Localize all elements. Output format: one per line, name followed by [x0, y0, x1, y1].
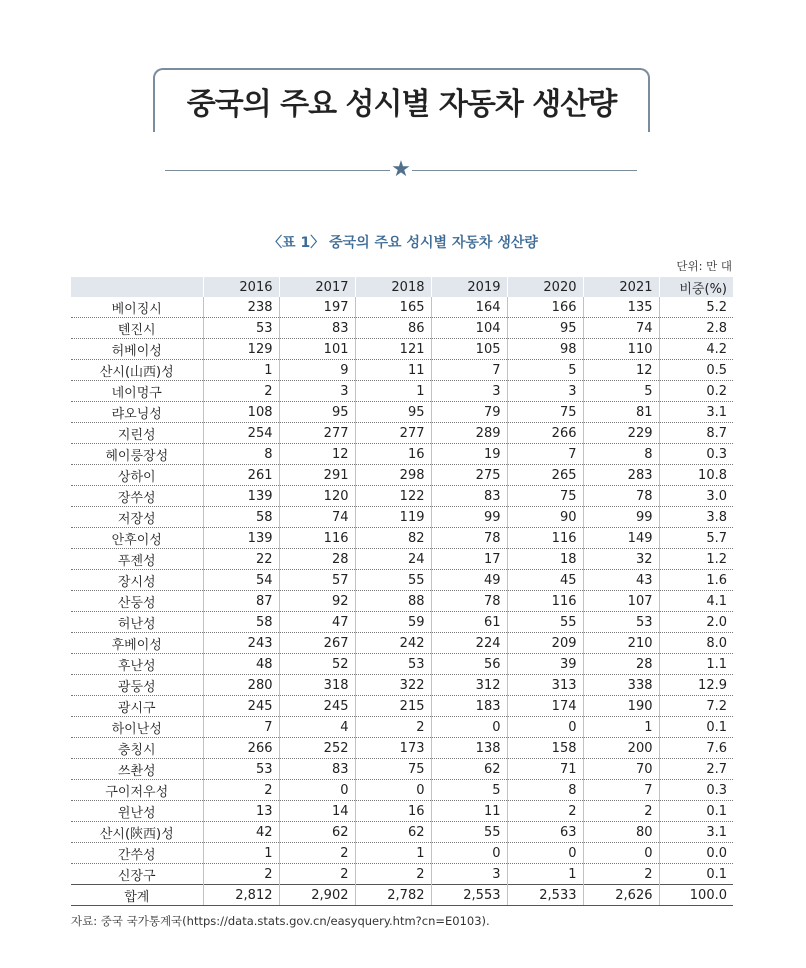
header-cell: 2019: [431, 277, 507, 297]
value-cell: 7: [507, 444, 583, 465]
value-cell: 78: [431, 528, 507, 549]
value-cell: 4.1: [659, 591, 733, 612]
value-cell: 7: [203, 717, 279, 738]
value-cell: 1: [203, 360, 279, 381]
value-cell: 2: [279, 864, 355, 885]
value-cell: 82: [355, 528, 431, 549]
source-note: 자료: 중국 국가통계국(https://data.stats.gov.cn/easyquery.htm?cn=E0103).: [71, 914, 490, 928]
value-cell: 2,553: [431, 885, 507, 906]
value-cell: 2: [355, 717, 431, 738]
region-cell: 상하이: [71, 465, 203, 486]
region-cell: 장쑤성: [71, 486, 203, 507]
value-cell: 2: [203, 381, 279, 402]
table-row: [71, 423, 733, 444]
value-cell: 245: [279, 696, 355, 717]
value-cell: 318: [279, 675, 355, 696]
value-cell: 78: [431, 591, 507, 612]
value-cell: 243: [203, 633, 279, 654]
value-cell: 1.2: [659, 549, 733, 570]
table-row: [71, 801, 733, 822]
region-cell: 간쑤성: [71, 843, 203, 864]
value-cell: 0.0: [659, 843, 733, 864]
value-cell: 0.3: [659, 444, 733, 465]
value-cell: 11: [431, 801, 507, 822]
value-cell: 149: [583, 528, 659, 549]
value-cell: 28: [583, 654, 659, 675]
region-cell: 광둥성: [71, 675, 203, 696]
value-cell: 55: [355, 570, 431, 591]
value-cell: 83: [279, 759, 355, 780]
table-row: [71, 570, 733, 591]
region-cell: 헤이룽장성: [71, 444, 203, 465]
value-cell: 3: [279, 381, 355, 402]
value-cell: 254: [203, 423, 279, 444]
value-cell: 7: [583, 780, 659, 801]
value-cell: 110: [583, 339, 659, 360]
value-cell: 166: [507, 297, 583, 318]
value-cell: 59: [355, 612, 431, 633]
value-cell: 275: [431, 465, 507, 486]
table-row: [71, 591, 733, 612]
page-title: 중국의 주요 성시별 자동차 생산량: [186, 87, 617, 122]
value-cell: 289: [431, 423, 507, 444]
value-cell: 129: [203, 339, 279, 360]
value-cell: 2: [507, 801, 583, 822]
value-cell: 224: [431, 633, 507, 654]
table-row: [71, 654, 733, 675]
table-body: [71, 297, 733, 906]
value-cell: 104: [431, 318, 507, 339]
value-cell: 139: [203, 486, 279, 507]
value-cell: 229: [583, 423, 659, 444]
region-cell: 후베이성: [71, 633, 203, 654]
region-cell: 허난성: [71, 612, 203, 633]
value-cell: 116: [507, 528, 583, 549]
value-cell: 0: [507, 843, 583, 864]
value-cell: 18: [507, 549, 583, 570]
value-cell: 12: [279, 444, 355, 465]
value-cell: 209: [507, 633, 583, 654]
value-cell: 62: [431, 759, 507, 780]
table-row: [71, 864, 733, 885]
value-cell: 197: [279, 297, 355, 318]
region-cell: 후난성: [71, 654, 203, 675]
value-cell: 173: [355, 738, 431, 759]
value-cell: 2: [203, 864, 279, 885]
star-icon: ★: [391, 157, 411, 182]
value-cell: 0: [431, 843, 507, 864]
region-cell: 합계: [71, 885, 203, 906]
value-cell: 88: [355, 591, 431, 612]
value-cell: 3.8: [659, 507, 733, 528]
value-cell: 2: [203, 780, 279, 801]
value-cell: 5.2: [659, 297, 733, 318]
value-cell: 17: [431, 549, 507, 570]
value-cell: 2: [279, 843, 355, 864]
value-cell: 116: [507, 591, 583, 612]
value-cell: 5: [507, 360, 583, 381]
table-row: [71, 759, 733, 780]
value-cell: 266: [203, 738, 279, 759]
value-cell: 90: [507, 507, 583, 528]
table-row: [71, 444, 733, 465]
value-cell: 57: [279, 570, 355, 591]
value-cell: 3: [507, 381, 583, 402]
value-cell: 0: [279, 780, 355, 801]
value-cell: 5.7: [659, 528, 733, 549]
value-cell: 95: [279, 402, 355, 423]
region-cell: 신장구: [71, 864, 203, 885]
header-cell: 2020: [507, 277, 583, 297]
value-cell: 0.1: [659, 717, 733, 738]
value-cell: 3.1: [659, 822, 733, 843]
value-cell: 74: [279, 507, 355, 528]
value-cell: 19: [431, 444, 507, 465]
value-cell: 138: [431, 738, 507, 759]
value-cell: 58: [203, 612, 279, 633]
value-cell: 12.9: [659, 675, 733, 696]
region-cell: 네이멍구: [71, 381, 203, 402]
value-cell: 42: [203, 822, 279, 843]
table-row: [71, 612, 733, 633]
table-row: [71, 822, 733, 843]
value-cell: 121: [355, 339, 431, 360]
header-cell: [71, 277, 203, 297]
table-row: [71, 507, 733, 528]
region-cell: 장시성: [71, 570, 203, 591]
table-caption: 〈표 1〉 중국의 주요 성시별 자동차 생산량: [268, 235, 538, 251]
value-cell: 62: [355, 822, 431, 843]
value-cell: 75: [507, 402, 583, 423]
region-cell: 구이저우성: [71, 780, 203, 801]
value-cell: 298: [355, 465, 431, 486]
value-cell: 2: [583, 864, 659, 885]
value-cell: 75: [355, 759, 431, 780]
value-cell: 11: [355, 360, 431, 381]
value-cell: 0: [507, 717, 583, 738]
value-cell: 61: [431, 612, 507, 633]
table-row: [71, 633, 733, 654]
value-cell: 119: [355, 507, 431, 528]
value-cell: 14: [279, 801, 355, 822]
region-cell: 산둥성: [71, 591, 203, 612]
header-cell: 비중(%): [659, 277, 733, 297]
value-cell: 22: [203, 549, 279, 570]
value-cell: 53: [203, 759, 279, 780]
table-row: [71, 339, 733, 360]
value-cell: 105: [431, 339, 507, 360]
value-cell: 43: [583, 570, 659, 591]
value-cell: 322: [355, 675, 431, 696]
value-cell: 0.1: [659, 864, 733, 885]
value-cell: 70: [583, 759, 659, 780]
table-row: [71, 780, 733, 801]
value-cell: 108: [203, 402, 279, 423]
value-cell: 122: [355, 486, 431, 507]
value-cell: 75: [507, 486, 583, 507]
value-cell: 267: [279, 633, 355, 654]
value-cell: 62: [279, 822, 355, 843]
value-cell: 54: [203, 570, 279, 591]
value-cell: 9: [279, 360, 355, 381]
value-cell: 174: [507, 696, 583, 717]
value-cell: 45: [507, 570, 583, 591]
value-cell: 8.7: [659, 423, 733, 444]
value-cell: 2,812: [203, 885, 279, 906]
value-cell: 52: [279, 654, 355, 675]
table-row: [71, 318, 733, 339]
value-cell: 2: [583, 801, 659, 822]
value-cell: 0: [583, 843, 659, 864]
value-cell: 16: [355, 801, 431, 822]
value-cell: 0.5: [659, 360, 733, 381]
region-cell: 하이난성: [71, 717, 203, 738]
value-cell: 183: [431, 696, 507, 717]
value-cell: 277: [279, 423, 355, 444]
value-cell: 283: [583, 465, 659, 486]
header-cell: 2017: [279, 277, 355, 297]
value-cell: 190: [583, 696, 659, 717]
region-cell: 안후이성: [71, 528, 203, 549]
header-cell: 2016: [203, 277, 279, 297]
table-row: [71, 360, 733, 381]
value-cell: 28: [279, 549, 355, 570]
value-cell: 238: [203, 297, 279, 318]
value-cell: 5: [583, 381, 659, 402]
value-cell: 48: [203, 654, 279, 675]
value-cell: 53: [355, 654, 431, 675]
value-cell: 83: [431, 486, 507, 507]
value-cell: 107: [583, 591, 659, 612]
region-cell: 산시(山西)성: [71, 360, 203, 381]
value-cell: 39: [507, 654, 583, 675]
value-cell: 291: [279, 465, 355, 486]
value-cell: 120: [279, 486, 355, 507]
value-cell: 242: [355, 633, 431, 654]
value-cell: 95: [507, 318, 583, 339]
value-cell: 13: [203, 801, 279, 822]
value-cell: 8: [507, 780, 583, 801]
region-cell: 윈난성: [71, 801, 203, 822]
value-cell: 338: [583, 675, 659, 696]
value-cell: 3: [431, 864, 507, 885]
value-cell: 92: [279, 591, 355, 612]
table-row: [71, 465, 733, 486]
table-row: [71, 549, 733, 570]
value-cell: 164: [431, 297, 507, 318]
value-cell: 277: [355, 423, 431, 444]
value-cell: 4.2: [659, 339, 733, 360]
value-cell: 24: [355, 549, 431, 570]
value-cell: 86: [355, 318, 431, 339]
value-cell: 55: [507, 612, 583, 633]
value-cell: 3.1: [659, 402, 733, 423]
value-cell: 3.0: [659, 486, 733, 507]
value-cell: 139: [203, 528, 279, 549]
value-cell: 99: [583, 507, 659, 528]
unit-label: 단위: 만 대: [676, 259, 732, 273]
value-cell: 2,626: [583, 885, 659, 906]
value-cell: 200: [583, 738, 659, 759]
table-row: [71, 717, 733, 738]
value-cell: 2,533: [507, 885, 583, 906]
value-cell: 7.2: [659, 696, 733, 717]
value-cell: 165: [355, 297, 431, 318]
value-cell: 8: [203, 444, 279, 465]
value-cell: 56: [431, 654, 507, 675]
region-cell: 허베이성: [71, 339, 203, 360]
value-cell: 0.3: [659, 780, 733, 801]
region-cell: 톈진시: [71, 318, 203, 339]
region-cell: 충칭시: [71, 738, 203, 759]
value-cell: 1: [583, 717, 659, 738]
table-row: [71, 381, 733, 402]
value-cell: 1.6: [659, 570, 733, 591]
value-cell: 2,782: [355, 885, 431, 906]
value-cell: 261: [203, 465, 279, 486]
region-cell: 푸젠성: [71, 549, 203, 570]
value-cell: 2: [355, 864, 431, 885]
value-cell: 53: [203, 318, 279, 339]
production-table: [71, 277, 733, 906]
table-row: [71, 696, 733, 717]
value-cell: 71: [507, 759, 583, 780]
value-cell: 3: [431, 381, 507, 402]
value-cell: 12: [583, 360, 659, 381]
value-cell: 116: [279, 528, 355, 549]
value-cell: 63: [507, 822, 583, 843]
value-cell: 49: [431, 570, 507, 591]
value-cell: 78: [583, 486, 659, 507]
table-row: [71, 738, 733, 759]
value-cell: 252: [279, 738, 355, 759]
table-row: [71, 402, 733, 423]
value-cell: 135: [583, 297, 659, 318]
value-cell: 74: [583, 318, 659, 339]
value-cell: 2.8: [659, 318, 733, 339]
region-cell: 베이징시: [71, 297, 203, 318]
value-cell: 0: [355, 780, 431, 801]
value-cell: 210: [583, 633, 659, 654]
value-cell: 7.6: [659, 738, 733, 759]
value-cell: 53: [583, 612, 659, 633]
region-cell: 쓰촨성: [71, 759, 203, 780]
value-cell: 1: [203, 843, 279, 864]
value-cell: 8.0: [659, 633, 733, 654]
region-cell: 랴오닝성: [71, 402, 203, 423]
value-cell: 0.1: [659, 801, 733, 822]
table-row: [71, 843, 733, 864]
region-cell: 광시구: [71, 696, 203, 717]
value-cell: 8: [583, 444, 659, 465]
value-cell: 87: [203, 591, 279, 612]
value-cell: 83: [279, 318, 355, 339]
value-cell: 2,902: [279, 885, 355, 906]
value-cell: 32: [583, 549, 659, 570]
value-cell: 100.0: [659, 885, 733, 906]
table-header-row: [71, 277, 733, 297]
value-cell: 58: [203, 507, 279, 528]
total-row: [71, 885, 733, 906]
value-cell: 4: [279, 717, 355, 738]
value-cell: 16: [355, 444, 431, 465]
value-cell: 10.8: [659, 465, 733, 486]
value-cell: 1: [355, 381, 431, 402]
value-cell: 80: [583, 822, 659, 843]
value-cell: 79: [431, 402, 507, 423]
value-cell: 280: [203, 675, 279, 696]
value-cell: 266: [507, 423, 583, 444]
value-cell: 98: [507, 339, 583, 360]
value-cell: 1.1: [659, 654, 733, 675]
value-cell: 99: [431, 507, 507, 528]
value-cell: 0.2: [659, 381, 733, 402]
header-cell: 2021: [583, 277, 659, 297]
region-cell: 산시(陝西)성: [71, 822, 203, 843]
value-cell: 313: [507, 675, 583, 696]
table-row: [71, 486, 733, 507]
value-cell: 7: [431, 360, 507, 381]
region-cell: 저장성: [71, 507, 203, 528]
value-cell: 215: [355, 696, 431, 717]
value-cell: 95: [355, 402, 431, 423]
table-row: [71, 675, 733, 696]
value-cell: 47: [279, 612, 355, 633]
value-cell: 2.0: [659, 612, 733, 633]
value-cell: 312: [431, 675, 507, 696]
header-cell: 2018: [355, 277, 431, 297]
value-cell: 265: [507, 465, 583, 486]
value-cell: 245: [203, 696, 279, 717]
title-box: [153, 68, 650, 132]
value-cell: 1: [507, 864, 583, 885]
value-cell: 158: [507, 738, 583, 759]
value-cell: 55: [431, 822, 507, 843]
value-cell: 5: [431, 780, 507, 801]
value-cell: 81: [583, 402, 659, 423]
value-cell: 0: [431, 717, 507, 738]
table-row: [71, 297, 733, 318]
region-cell: 지린성: [71, 423, 203, 444]
value-cell: 101: [279, 339, 355, 360]
value-cell: 1: [355, 843, 431, 864]
value-cell: 2.7: [659, 759, 733, 780]
table-row: [71, 528, 733, 549]
